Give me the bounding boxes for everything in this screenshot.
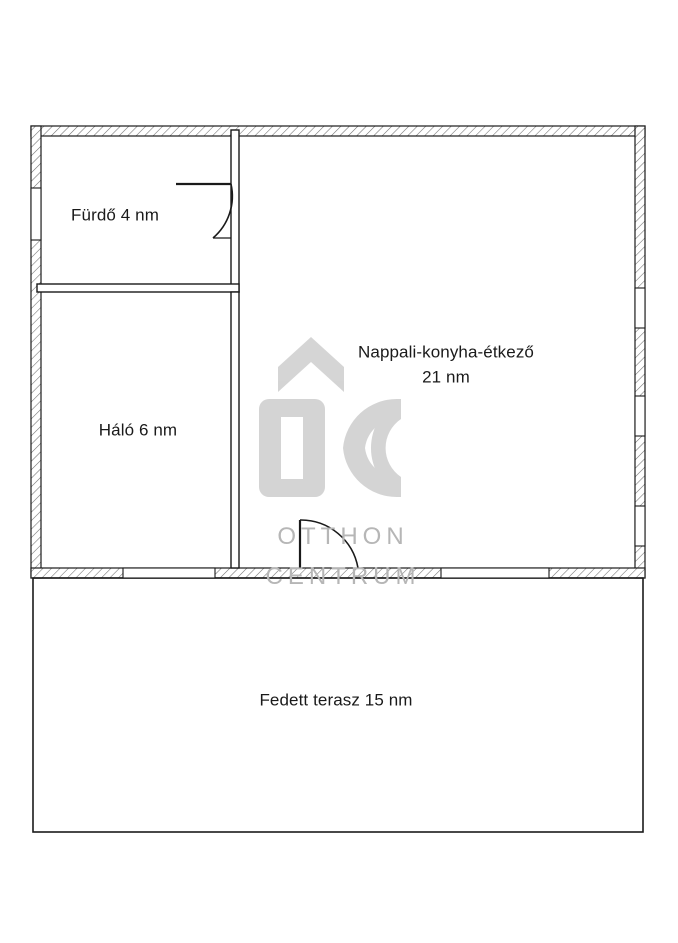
watermark-line-1: OTTHON xyxy=(277,523,409,550)
door-living-room xyxy=(300,520,358,568)
watermark-line-2: CENTRUM xyxy=(265,563,421,590)
door-bathroom xyxy=(176,184,232,238)
interior-walls xyxy=(37,130,239,568)
room-label-fedett-terasz: Fedett terasz 15 nm xyxy=(259,690,413,710)
room-label-halo: Háló 6 nm xyxy=(98,420,178,440)
room-label-furdo: Fürdő 4 nm xyxy=(71,205,159,225)
room-label-nappali-konyha-etkezo: Nappali-konyha-étkező 21 nm xyxy=(358,342,534,386)
exterior-walls xyxy=(31,126,645,578)
